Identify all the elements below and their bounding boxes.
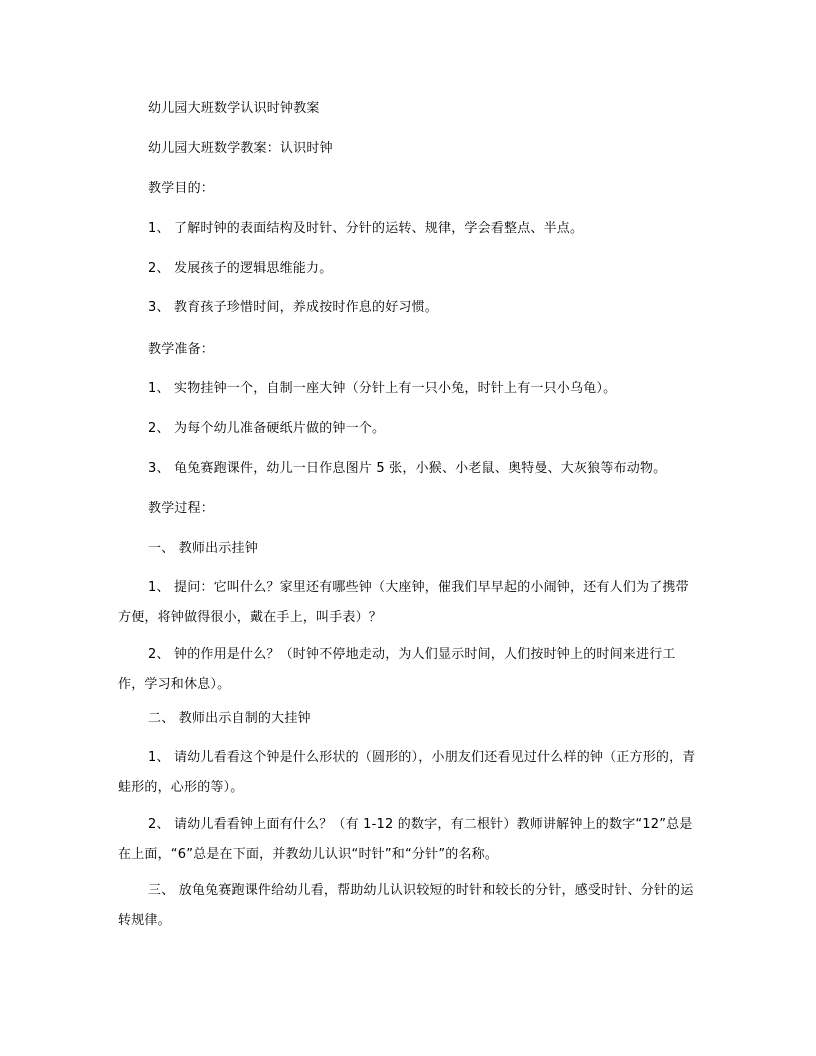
goal-item-1: 1、 了解时钟的表面结构及时针、分针的运转、规律，学会看整点、半点。	[148, 221, 584, 236]
prep-heading: 教学准备：	[148, 342, 215, 357]
prep-item-1: 1、 实物挂钟一个，自制一座大钟（分针上有一只小兔，时针上有一只小乌龟）。	[148, 381, 617, 396]
prep-item-3: 3、 龟兔赛跑课件，幼儿一日作息图片 5 张，小猴、小老鼠、奥特曼、大灰狼等布动物。	[148, 461, 667, 476]
section2-item-2: 2、 请幼儿看看钟上面有什么？（有 1-12 的数字，有二根针）教师讲解钟上的数字“12”总是在上面，“6”总是在下面，并教幼儿认识“时针”和“分针”的名称。	[118, 817, 693, 862]
section2-item-1: 1、 请幼儿看看这个钟是什么形状的（圆形的），小朋友们还看见过什么样的钟（正方形的，青蛙形的，心形的等）。	[118, 750, 696, 795]
goals-heading: 教学目的：	[148, 181, 215, 196]
goal-item-2: 2、 发展孩子的逻辑思维能力。	[148, 261, 333, 276]
section1-item-1: 1、 提问：它叫什么？家里还有哪些钟（大座钟，催我们早早起的小闹钟，还有人们为了携带方便，将钟做得很小，戴在手上，叫手表）？	[118, 580, 689, 625]
document-title: 幼儿园大班数学认识时钟教案	[148, 101, 320, 116]
section3-paragraph: 三、 放龟兔赛跑课件给幼儿看，帮助幼儿认识较短的时针和较长的分针，感受时针、分针的运转规律。	[118, 883, 694, 928]
goal-item-3: 3、 教育孩子珍惜时间，养成按时作息的好习惯。	[148, 300, 439, 315]
section1-item-2: 2、 钟的作用是什么？（时钟不停地走动，为人们显示时间，人们按时钟上的时间来进行工作，学习和休息）。	[118, 647, 676, 692]
document-subtitle: 幼儿园大班数学教案：认识时钟	[148, 141, 333, 156]
prep-item-2: 2、 为每个幼儿准备硬纸片做的钟一个。	[148, 421, 386, 436]
section1-heading: 一、 教师出示挂钟	[148, 541, 258, 556]
process-heading: 教学过程：	[148, 501, 215, 516]
section2-heading: 二、 教师出示自制的大挂钟	[148, 711, 311, 726]
